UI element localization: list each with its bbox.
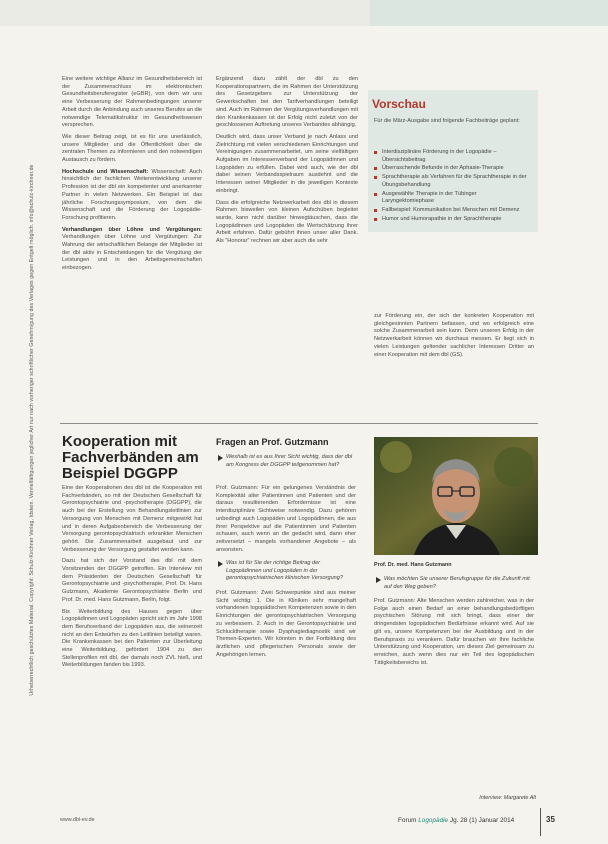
journal-issue: Jg. 28 (1) Januar 2014: [449, 817, 515, 824]
list-item: Sprachtherapie als Verfahren für die Sprachtherapie in der Übungsbehandlung: [374, 174, 530, 189]
paragraph: [62, 169, 202, 223]
section-divider: [60, 423, 538, 424]
triangle-bullet-icon: [376, 577, 381, 583]
paragraph: Bis Weiterbildung des Hauses gegen über Logopädinnen und Logopäden spricht sich im Jahr 1998 dem Berufsverband der Logopäden aus, die seinerzeit nicht an den Entwürfen zu den Leitlinien beteiligt waren. Die Krankenkassen bei den Patienten zur Überleitung eine Weiterbildung, gefördert 1904 zu den Stellenprofilen mit dbl, der damals noch ZVL hieß, und Weiterbildungen fanden bis 1993.: [62, 608, 202, 669]
bullet-icon: [374, 176, 377, 179]
bullet-icon: [374, 209, 377, 212]
interview-answer-2: Prof. Gutzmann: Zwei Schwerpunkte sind aus meiner Sicht wichtig: 1. Die in Kliniken sehr mangelhaft vorhandenen logopädischen Kompetenzen sowie in den Einrichtungen der gerontopsychiatrischen Versorgung zu verbessern. 2. Auch in der Gerontopsychiatrie und Schlucktherapie sowie Dysphagiediagnostik sind wir Themen-Experten. Wir könnten in der Fortbildung des ärztlichen und pflegerischen Personals sowie der Angehörigen lernen.: [216, 590, 356, 658]
interview-answer-1: Prof. Gutzmann: Für ein gelungenes Verständnis der Komplexität alter Patientinnen und Patienten und der daraus resultierenden Erfordernisse ist eine interdisziplinäre Sichtweise notwendig. Dazu gehören unbedingt auch Logopäden und Logopädinnen, die aus ihrer Perspektive auf die Patientinnen und Patienten schauen, auch wenn an die gedacht wird, dann eher zeitversetzt – mangels vorhandener Angebote – als ansonsten.: [216, 485, 356, 553]
paragraph: Ergänzend dazu zählt der dbl zu den Kooperationspartnern, die im Rahmen der Unterstützung des Gesetzgebers zur Unterstützung der Gewerkschaften bei den Tarifverhandlungen beteiligt sind. Auch im Rahmen der Vergütungsverhandlungen mit den Krankenkassen ist der Erfolg nicht zuletzt von der geschlossenen Auftretung unseres Verbandes abhängig.: [216, 76, 358, 129]
preview-intro: Für die März-Ausgabe sind folgende Fachbeiträge geplant:: [374, 118, 520, 124]
page-number-bar: [540, 808, 541, 836]
bullet-icon: [374, 167, 377, 170]
list-item: Ausgewählte Therapie in der Tübinger Laryngektomiephase: [374, 191, 530, 206]
paragraph: Eine der Kooperationen des dbl ist die Kooperation mit Fachverbänden, so mit der Deutschen Gesellschaft für Gerontopsychiatrie und -psychotherapie (DGGPP), die auch bei der Erstellung von Behandlungsleitlinien zur Versorgung von Menschen mit Demenz mitgewirkt hat und in deren Aufgabenbereich die Verbesserung der Versorgung gerontopsychiatrisch erkrankter Menschen gehört. Die Zusammenarbeit ausgebaut und zur Verbesserung der Versorgung gestaltet werden kann.: [62, 485, 202, 553]
portrait-image: [374, 437, 538, 555]
top-band-accent: [370, 0, 608, 26]
paragraph: Eine weitere wichtige Allianz im Gesundheitsbereich ist der Zusammenschluss im elektronischen Gesundheitsberuferegister (eGBR), von dem wir uns eine Verbesserung der Rahmenbedingungen unserer Arbeit durch die Anbindung auch unseres Berufes an die notwendige Telematikstruktur im Gesundheitswesen versprechen.: [62, 76, 202, 129]
column-1-top: [62, 76, 202, 277]
journal-brand: Logopädie: [418, 817, 449, 824]
paragraph: Deutlich wird, dass unser Verband je nach Anlass und Zielrichtung mit vielen verschiedenen Einrichtungen und Vereinigungen zusammenarbeitet, um seine vielfältigen Aufgaben im Interessenverband der Logopädinnen und Logopäden zu erfüllen. Dabei wird auch, wie der dbl dabei seinen Verbandsspielraum ausdehnt und die Interessen seiner Mitglieder in die jeweiligen Kontexte einbringt.: [216, 133, 358, 194]
interview-question-1: Weshalb ist es aus Ihrer Sicht wichtig, dass der dbl am Kongress der DGGPP teilgenommen hat?: [226, 454, 356, 469]
journal-prefix: Forum: [398, 817, 417, 824]
interview-title: Fragen an Prof. Gutzmann: [216, 437, 329, 447]
paragraph: Dazu hat sich der Vorstand des dbl mit dem Vorsitzenden der DGGPP getroffen. Ein Interview mit dem Präsidenten der Deutschen Gesellschaft für Gerontopsychiatrie und -psychotherapie, Prof. Dr. Hans Gutzmann, Akademie Gerontopsychiatrie Berlin und Prof. Dr. med. Hans Gutzmann, Berlin, folgt.: [62, 558, 202, 603]
bullet-icon: [374, 218, 377, 221]
bullet-icon: [374, 151, 377, 154]
bold-lead: Verhandlungen über Löhne und Vergütungen:: [62, 226, 202, 233]
paragraph: Wie dieser Beitrag zeigt, ist es für uns unerlässlich, unsere Mitglieder und die Öffentlichkeit über die zentralen Themen zu informieren und den notwendigen Austausch zu fördern.: [62, 133, 202, 164]
interview-signature: Interview: Margarete Alt: [479, 795, 536, 801]
list-item: Fallbeispiel: Kommunikation bei Menschen mit Demenz: [374, 207, 530, 215]
column-2-top: [216, 76, 358, 250]
paragraph: Dass die erfolgreiche Netzwerkarbeit des dbl in diesem Rahmen bisweilen von kleinen Aufschüben begleitet wurde, kann nicht darüber hinwegtäuschen, dass die Logopädinnen und Logopäden die Wertschätzung ihrer Arbeit erfahren. Dafür gebührt ihnen unser aller Dank. Als "Honorar" rechnen wir aber auch die sehr: [216, 199, 358, 245]
copyright-sidebar: Urheberrechtlich geschütztes Material. Copyright: Schulz-Kirchner Verlag, Idstein. Vervielfältigungen jeglicher Art nur nach vorheriger schriftlicher Genehmigung des Verlages gegen Entgelt möglich. info@schulz-kirchner.de: [29, 164, 35, 696]
paragraph: [62, 227, 202, 273]
photo-caption: Prof. Dr. med. Hans Gutzmann: [374, 562, 452, 568]
triangle-bullet-icon: [218, 561, 223, 567]
preview-title: Vorschau: [372, 97, 426, 111]
interview-question-3: Was möchten Sie unserer Berufsgruppe für die Zukunft mit auf den Weg geben?: [384, 576, 534, 591]
paragraph-text: Wissenschaft: Auch hinsichtlich der fachlichen Weiterentwicklung unserer Profession ist der dbl ein kompetenter und anerkannter Partner in vielen Netzwerken. Ein Beispiel ist das jährliche Forschungssymposium, von dem die Wissenschaft und die Förderung der Logopädie-Forschung profitieren.: [62, 168, 202, 221]
bullet-icon: [374, 193, 377, 196]
paragraph-text: Verhandlungen über Löhne und Vergütungen: Zur Wahrung der wirtschaftlichen Belange der Mitglieder ist der dbl aktiv in Entscheidungen für die Vergütung der Leistungen und in den Arbeitsgemeinschaften einbezogen.: [62, 234, 202, 272]
preview-list: [374, 149, 530, 224]
interview-answer-3: Prof. Gutzmann: Alte Menschen werden zahlreicher, was in der Folge auch einen Bedarf an einer behandlungsbedürftigen psychischen Störung mit sich bringt, dass einer der dringendsten logopädischen Bedürfnisse erkannt wird. Auf sie gilt es, unsere Kompetenzen bei der Ausbildung und in der Berufspraxis zu verankern. Dafür brauchen wir Ihre fachliche Unterstützung und Kooperation, um dieses Ziel gemeinsam zu erreichen, auch wenn dies nur ein Teil des logopädischen Tätigkeitsbereichs ist.: [374, 598, 534, 666]
top-band: [0, 0, 608, 26]
list-item: Humor und Humorapathie in der Sprachtherapie: [374, 216, 530, 224]
triangle-bullet-icon: [218, 455, 223, 461]
article-headline: Kooperation mit Fachverbänden am Beispiel DGGPP: [62, 433, 199, 482]
page-number: 35: [546, 815, 555, 824]
footer-url[interactable]: www.dbl-ev.de: [60, 817, 95, 823]
portrait-photo: [374, 437, 538, 555]
column-3-continuation: zur Förderung ein, der sich der konkreten Kooperation mit gleichgesinnten Partnern befassen, und wo erfolgreich eine solche Zusammenarbeit sein kann. Denn unseren Erfolg in der Netzwerkarbeit können wir durchaus messen. Er liegt sich in vielen Leistungen geltender sachlicher Interessen Dritter an einer Kooperation mit dem dbl (GS).: [374, 313, 534, 358]
bold-lead: Hochschule und Wissenschaft:: [62, 168, 149, 175]
interview-question-2: Was ist für Sie der richtige Beitrag der Logopädinnen und Logopäden in der gerontopsychiatrischen klinischen Versorgung?: [226, 560, 356, 583]
list-item: Interdisziplinäre Förderung in der Logopädie – Übersichtsbeitrag: [374, 149, 530, 164]
list-item: Überraschende Befunde in der Aphasie-Therapie: [374, 165, 530, 173]
footer-journal: [398, 817, 514, 824]
article-body: [62, 485, 202, 674]
